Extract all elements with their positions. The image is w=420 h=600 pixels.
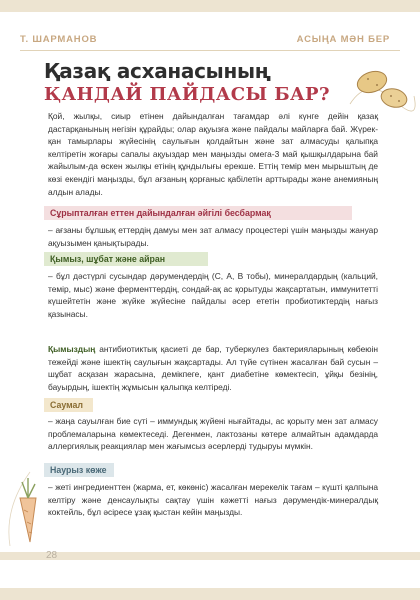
kymyz-benefits-text: антибиотиктық қасиеті де бар, туберкулез бактерияларының көбеюін тежейді және ішектің саулығын жақсартады. Ал түйе сүтінен жасалған бай сусын – шұбат асқазан жарасына, демікпеге, қант диабетіне көмектесіп, ұйқы безінің, бауырдың, ішектің жұмысын қалыпқа келтіреді.: [48, 344, 378, 392]
saumal-text: – жаңа сауылған бие сүті – иммундық жүйені нығайтады, ас қорыту мен зат алмасу проблемаларына көмектеседі. Дегенмен, лактозаны көтере алмайтын адамдарда аллергиялық реакциялар мен жағымсыз әсерлерді тудыруы мүмкін.: [48, 416, 378, 452]
nauryz-text: – жеті ингредиенттен (жарма, ет, көкөніс) жасалған мерекелік тағам – күшті қалпына келтіру және денсаулықты сақтау үшін кәжетті нағыз дәрумендік-минералдық коктейль, бұл әсіресе ұзақ қыстан кейін маңызды.: [48, 482, 378, 518]
section-heading-nauryz: Наурыз көже: [44, 463, 114, 477]
footer-band: [0, 552, 420, 560]
page-number: 28: [46, 550, 58, 561]
section-heading-beshbarmak: Сұрыпталған еттен дайындалған әйгілі бесбармақ: [44, 206, 352, 220]
bottom-band: [0, 588, 420, 600]
beshbarmak-text: – ағзаны бұлшық еттердің дамуы мен зат алмасу процестері үшін маңызды жануар ақуызымен қанықтырады.: [48, 225, 378, 248]
carrot-illustration: [0, 468, 44, 552]
section-heading-saumal: Саумал: [44, 398, 93, 412]
kymyz-text: – бұл дәстүрлі сусындар дәрумендердің (С, А, В тобы), минералдардың (кальций, темір, мыс) және ферменттердің, сондай-ақ ас қорытуды жақсартатын, иммунитетті күшейтетін және жүйке жүйесіне пайдалы әсер ететін пробиотиктердің нағыз қазынасы.: [48, 271, 378, 319]
top-band: [0, 0, 420, 12]
book-title: АСЫҢА МӘН БЕР: [296, 34, 390, 45]
intro-paragraph: Қой, жылқы, сиыр етінен дайындалған тағамдар әлі күнге дейін қазақ дастарқанының негізін құрайды; олар ақуызға және пайдалы майларға бай. Жүрек-қан тамырлары жүйесінің саулығын қолдайтын және зат алмасуды қалыпқа келтіретін жоғары сапалы ақуыздар мен маңызды омега-3 май қышқылдарына бай жайылым-да өскен жылқы етінің құндылығы ерекше. Еттің темір мен мырыштың де көзі екендігі маңызды, бұл ағзаның қорғаныс қабілетін арттырады және анемияның алдын алады.: [48, 111, 378, 197]
header-divider: [20, 50, 400, 51]
kymyz-highlight: Қымыздың: [48, 344, 96, 354]
author-name: Т. ШАРМАНОВ: [20, 34, 98, 45]
page-title: Қазақ асханасының: [44, 59, 271, 83]
page-subtitle: ҚАНДАЙ ПАЙДАСЫ БАР?: [44, 84, 330, 105]
kymyz-benefits-paragraph: [48, 343, 378, 393]
section-heading-kymyz: Қымыз, шұбат және айран: [44, 252, 208, 266]
